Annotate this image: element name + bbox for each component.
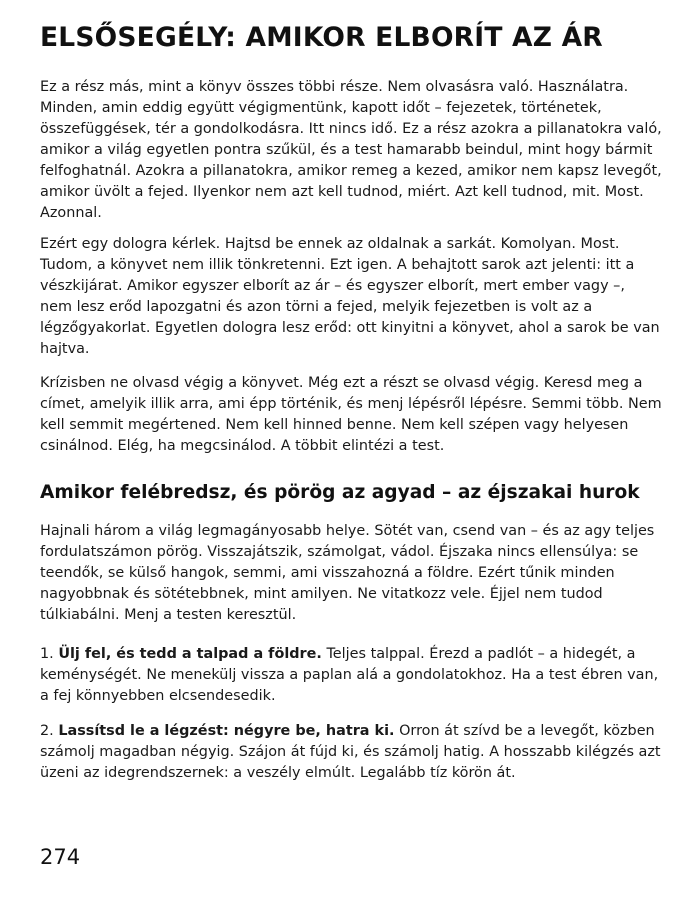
text-line: hajtva.	[40, 341, 90, 357]
text-line: összefüggések, tér a gondolkodásra. Itt nincs idő. Ez a rész azokra a pillanatokra való,	[40, 121, 662, 137]
text-line: amikor a világ egyetlen pontra szűkül, és a test hamarabb beindul, mint hogy bármit	[40, 142, 653, 158]
intro-paragraph-3	[40, 373, 662, 457]
text-line: Minden, amin eddig együtt végigmentünk, kapott időt – fejezetek, történetek,	[40, 100, 602, 116]
step-first-line	[40, 721, 655, 742]
text-line: Ez a rész más, mint a könyv összes többi része. Nem olvasásra való. Használatra.	[40, 79, 629, 95]
intro-paragraph-1	[40, 77, 662, 224]
intro-paragraph-2	[40, 234, 660, 360]
text-line: nagyobbnak és sötétebbnek, mint amilyen. Ne vitatkozz vele. Éjjel nem tudod	[40, 586, 603, 602]
text-line: fordulatszámon pörög. Visszajátszik, számolgat, vádol. Éjszaka nincs ellensúlya: se	[40, 544, 639, 560]
step-number: 2.	[40, 723, 54, 739]
section-heading: Amikor felébredsz, és pörög az agyad – az éjszakai hurok	[40, 482, 640, 503]
text-line: Tudom, a könyvet nem illik tönkretenni. Ezt igen. A behajtott sarok azt jelenti: itt a	[40, 257, 635, 273]
page-number: 274	[40, 845, 81, 869]
step-first-line	[40, 644, 648, 665]
section-paragraph	[40, 521, 655, 626]
step-text: Teljes talppal. Érezd a padlót – a hidegét, a	[321, 646, 636, 662]
text-line: Hajnali három a világ legmagányosabb helye. Sötét van, csend van – és az agy teljes	[40, 523, 655, 539]
step-2	[40, 721, 661, 784]
text-line: felfoghatnál. Azokra a pillanatokra, amikor remeg a kezed, amikor nem kapsz levegőt,	[40, 163, 662, 179]
step-instruction: Lassítsd le a légzést: négyre be, hatra ki.	[58, 723, 395, 739]
step-1	[40, 644, 659, 707]
text-line: üzeni az idegrendszernek: a veszély elmúlt. Legalább tíz körön át.	[40, 765, 516, 781]
text-line: amikor üvölt a fejed. Ilyenkor nem azt kell tudnod, miért. Azt kell tudnod, mit. Most.	[40, 184, 644, 200]
text-line: kell semmit megértened. Nem kell hinned benne. Nem kell szépen vagy helyesen	[40, 417, 629, 433]
text-line: nem lesz erőd lapozgatni és azon törni a fejed, melyik fejezetben is volt az a	[40, 299, 593, 315]
text-line: Ezért egy dologra kérlek. Hajtsd be ennek az oldalnak a sarkát. Komolyan. Most.	[40, 236, 620, 252]
text-line: címet, amelyik illik arra, ami épp történik, és menj lépésről lépésre. Semmi több. Nem	[40, 396, 662, 412]
text-line: vészkijárat. Amikor egyszer elborít az ár – és egyszer elborít, mert ember vagy –,	[40, 278, 625, 294]
step-number: 1.	[40, 646, 54, 662]
step-instruction: Ülj fel, és tedd a talpad a földre.	[58, 646, 322, 662]
text-line: csinálnod. Elég, ha megcsinálod. A többit elintézi a test.	[40, 438, 445, 454]
text-line: számolj magadban négyig. Szájon át fújd ki, és számolj hatig. A hosszabb kilégzés azt	[40, 744, 661, 760]
chapter-title: ELSŐSEGÉLY: AMIKOR ELBORÍT AZ ÁR	[40, 22, 603, 53]
text-line: keménységét. Ne menekülj vissza a paplan alá a gondolatokhoz. Ha a test ébren van,	[40, 667, 659, 683]
text-line: légzőgyakorlat. Egyetlen dologra lesz erőd: ott kinyitni a könyvet, ahol a sarok be van	[40, 320, 660, 336]
text-line: Azonnal.	[40, 205, 102, 221]
text-line: túlkiabálni. Menj a testen keresztül.	[40, 607, 297, 623]
text-line: Krízisben ne olvasd végig a könyvet. Még ezt a részt se olvasd végig. Keresd meg a	[40, 375, 643, 391]
text-line: teendők, se külső hangok, semmi, ami visszahozná a földre. Ezért tűnik minden	[40, 565, 615, 581]
text-line: a fej könnyebben elcsendesedik.	[40, 688, 276, 704]
step-text: Orron át szívd be a levegőt, közben	[394, 723, 655, 739]
